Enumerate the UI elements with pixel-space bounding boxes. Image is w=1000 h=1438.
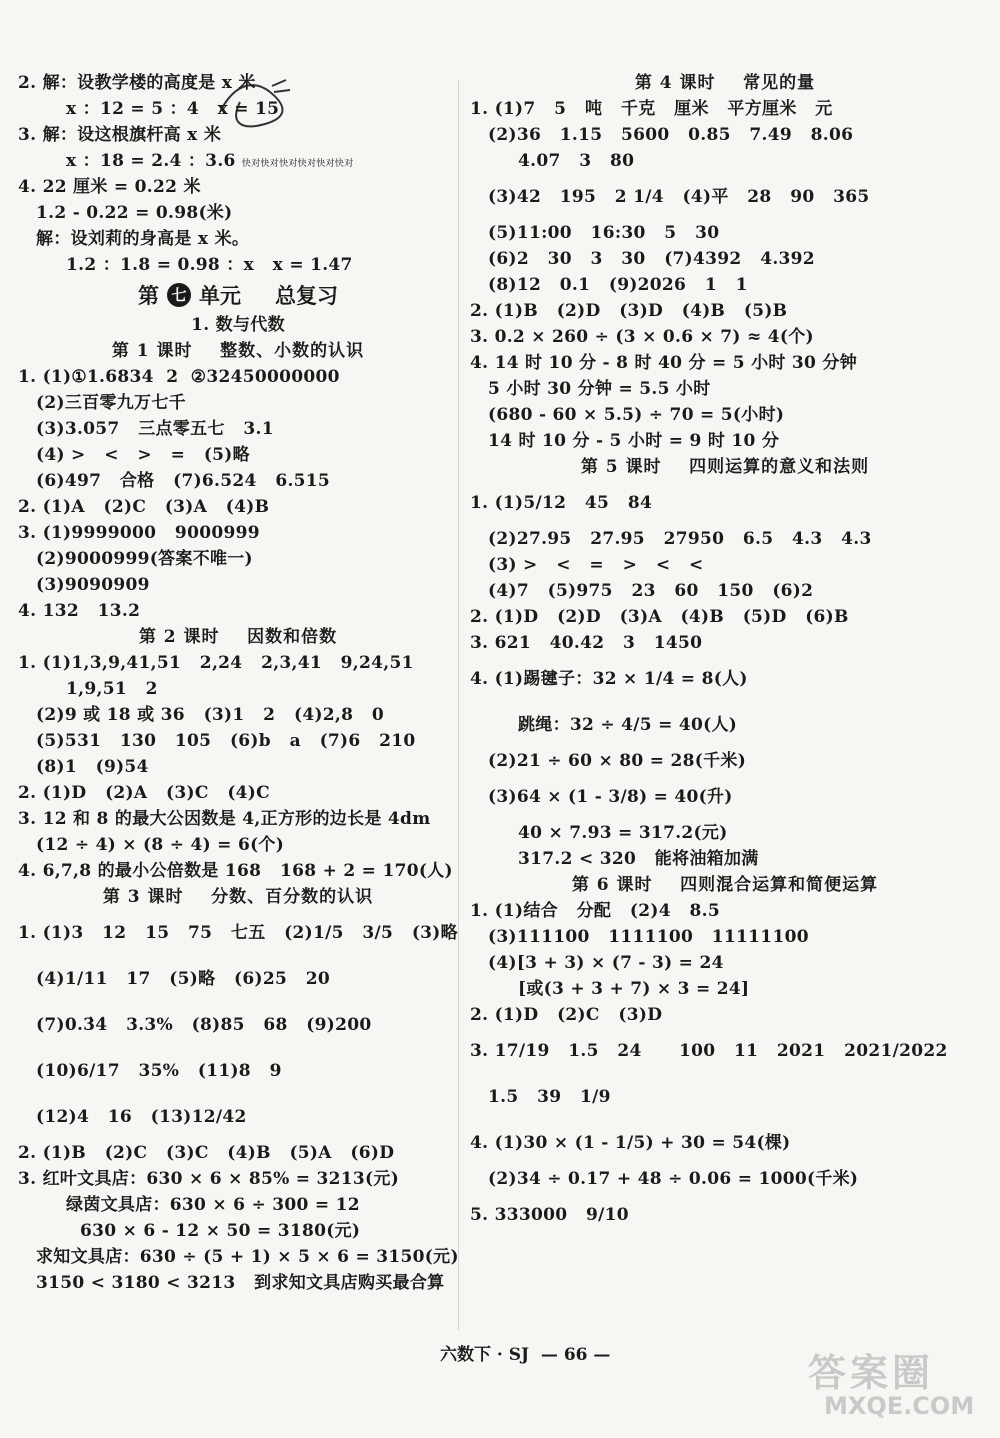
answer-line: 1.2 - 0.22 = 0.98(米) xyxy=(36,203,233,223)
answer-line: 1. (1)结合 分配 (2)4 8.5 xyxy=(470,901,720,921)
column-divider xyxy=(458,80,459,1330)
answer-line: 1.5 39 1/9 xyxy=(488,1087,611,1107)
answer-line: 1. (1)1,3,9,41,51 2,24 2,3,41 9,24,51 xyxy=(18,653,414,673)
lesson-title: 第 5 课时 四则运算的意义和法则 xyxy=(580,457,870,477)
answer-line: (3)42 195 2 1/4 (4)平 28 90 365 xyxy=(488,187,870,207)
answer-line: (3)3.057 三点零五七 3.1 xyxy=(36,419,274,439)
answer-line: 3. 红叶文具店：630 × 6 × 85% = 3213(元) xyxy=(18,1169,400,1189)
answer-line: 4. 14 时 10 分 - 8 时 40 分 = 5 小时 30 分钟 xyxy=(470,353,857,373)
answer-line: (5)11:00 16:30 5 30 xyxy=(488,223,720,243)
answer-line: 3150 < 3180 < 3213 到求知文具店购买最合算 xyxy=(36,1273,445,1293)
answer-line: (8)1 (9)54 xyxy=(36,757,149,777)
answer-line: 解：设刘莉的身高是 x 米。 xyxy=(36,229,250,249)
unit-title xyxy=(18,278,458,312)
answer-line: 求知文具店：630 ÷ (5 + 1) × 5 × 6 = 3150(元) xyxy=(36,1247,459,1267)
answer-line: 2. (1)D (2)C (3)D xyxy=(470,1005,663,1025)
answer-line: x ：18 = 2.4 ：3.6 快对快对快对快对快对快对 xyxy=(66,151,354,171)
answer-line: 317.2 < 320 能将油箱加满 xyxy=(518,849,759,869)
watermark xyxy=(788,1342,988,1430)
section-title: 1. 数与代数 xyxy=(191,315,285,335)
answer-line: (2)27.95 27.95 27950 6.5 4.3 4.3 xyxy=(488,529,872,549)
answer-line: 14 时 10 分 - 5 小时 = 9 时 10 分 xyxy=(488,431,780,451)
answer-line: 4. (1)踢毽子：32 × 1/4 = 8(人) xyxy=(470,669,748,689)
answer-line: (4)7 (5)975 23 60 150 (6)2 xyxy=(488,581,814,601)
answer-line: 绿茵文具店：630 × 6 ÷ 300 = 12 xyxy=(66,1195,360,1215)
answer-line: 2. (1)D (2)A (3)C (4)C xyxy=(18,783,270,803)
answer-line: 3. 621 40.42 3 1450 xyxy=(470,633,703,653)
answer-line: 4. 22 厘米 = 0.22 米 xyxy=(18,177,201,197)
lesson-title: 第 2 课时 因数和倍数 xyxy=(138,627,338,647)
answer-line: (3)111100 1111100 11111100 xyxy=(488,927,809,947)
answer-line: 4. 6,7,8 的最小公倍数是 168 168 + 2 = 170(人) xyxy=(18,861,453,881)
answer-line: (2)36 1.15 5600 0.85 7.49 8.06 xyxy=(488,125,854,145)
answer-line: (3) > < = > < < xyxy=(488,555,704,575)
answer-line: 1. (1)7 5 吨 千克 厘米 平方厘米 元 xyxy=(470,99,833,119)
unit-prefix: 第 xyxy=(138,283,159,308)
watermark-en: MXQE.COM xyxy=(824,1392,975,1420)
answer-line: 3. 解：设这根旗杆高 x 米 xyxy=(18,125,222,145)
answer-line: 4. (1)30 × (1 - 1/5) + 30 = 54(棵) xyxy=(470,1133,791,1153)
answer-line: (2)9 或 18 或 36 (3)1 2 (4)2,8 0 xyxy=(36,705,385,725)
lesson-title: 第 3 课时 分数、百分数的认识 xyxy=(102,887,374,907)
answer-line: 1. (1)5/12 45 84 xyxy=(470,493,653,513)
answer-line: (2)9000999(答案不唯一) xyxy=(36,549,253,569)
answer-line: (10)6/17 35% (11)8 9 xyxy=(36,1061,282,1081)
page-footer: 六数下 · SJ — 66 — xyxy=(440,1345,611,1365)
answer-line: 3. 0.2 × 260 ÷ (3 × 0.6 × 7) ≈ 4(个) xyxy=(470,327,814,347)
answer-line: 5. 333000 9/10 xyxy=(470,1205,629,1225)
answer-line: 3. 12 和 8 的最大公因数是 4,正方形的边长是 4dm xyxy=(18,809,431,829)
answer-line: 2. (1)A (2)C (3)A (4)B xyxy=(18,497,270,517)
answer-line: 630 × 6 - 12 × 50 = 3180(元) xyxy=(80,1221,361,1241)
answer-line: x ：12 = 5 ：4 x = 15 xyxy=(66,99,280,119)
answer-line: (6)497 合格 (7)6.524 6.515 xyxy=(36,471,331,491)
answer-line: (680 - 60 × 5.5) ÷ 70 = 5(小时) xyxy=(488,405,785,425)
unit-suffix: 单元 xyxy=(199,283,241,308)
answer-line: 4. 132 13.2 xyxy=(18,601,141,621)
answer-line: 1. (1)①1.6834 2 ②32450000000 xyxy=(18,367,340,387)
answer-line: (8)12 0.1 (9)2026 1 1 xyxy=(488,275,748,295)
answer-line: (4)1/11 17 (5)略 (6)25 20 xyxy=(36,969,331,989)
answer-line: (2)21 ÷ 60 × 80 = 28(千米) xyxy=(488,751,747,771)
answer-line: 2. (1)D (2)D (3)A (4)B (5)D (6)B xyxy=(470,607,849,627)
answer-line: 1. (1)3 12 15 75 七五 (2)1/5 3/5 (3)略 xyxy=(18,923,458,943)
answer-line: 2. (1)B (2)C (3)C (4)B (5)A (6)D xyxy=(18,1143,395,1163)
unit-number-badge: 七 xyxy=(167,283,191,307)
answer-line: (12 ÷ 4) × (8 ÷ 4) = 6(个) xyxy=(36,835,285,855)
watermark-cn: 答案圈 xyxy=(808,1350,935,1395)
answer-line: (7)0.3̇4̇ 3.3% (8)85 68 (9)200 xyxy=(36,1015,372,1035)
lesson-title: 第 6 课时 四则混合运算和简便运算 xyxy=(571,875,879,895)
answer-line: (6)2 30 3 30 (7)4392 4.392 xyxy=(488,249,815,269)
answer-line: 1.2 ：1.8 = 0.98 ：x x = 1.47 xyxy=(66,255,353,275)
left-column xyxy=(18,70,458,1296)
answer-line: (5)531 130 105 (6)b a (7)6 210 xyxy=(36,731,416,751)
answer-line: 2. (1)B (2)D (3)D (4)B (5)B xyxy=(470,301,788,321)
answer-line: (3)64 × (1 - 3/8) = 40(升) xyxy=(488,787,733,807)
answer-line: (2)34 ÷ 0.17 + 48 ÷ 0.06 = 1000(千米) xyxy=(488,1169,859,1189)
answer-line: (2)三百零九万七千 xyxy=(36,393,186,413)
answer-line: (4)[3 + 3) × (7 - 3) = 24 xyxy=(488,953,724,973)
handwritten-note: 快对快对快对快对快对快对 xyxy=(241,159,354,169)
answer-line: 4.07 3 80 xyxy=(518,151,635,171)
answer-line: (12)4 16 (13)12/42 xyxy=(36,1107,247,1127)
right-column xyxy=(470,70,980,1238)
answer-line: (3)9090909 xyxy=(36,575,150,595)
answer-line: 40 × 7.93 = 317.2(元) xyxy=(518,823,728,843)
unit-name: 总复习 xyxy=(275,283,338,308)
lesson-title: 第 4 课时 常见的量 xyxy=(634,73,816,93)
answer-line: 3. 17/19 1.5 24 100 11 2021 2021/2022 xyxy=(470,1041,948,1061)
lesson-title: 第 1 课时 整数、小数的认识 xyxy=(111,341,365,361)
answer-line: 跳绳：32 ÷ 4/5 = 40(人) xyxy=(518,715,738,735)
answer-line: 5 小时 30 分钟 = 5.5 小时 xyxy=(488,379,711,399)
answer-line: (4) > < > = (5)略 xyxy=(36,445,250,465)
answer-line: 3. (1)9999000 9000999 xyxy=(18,523,260,543)
answer-line: 1,9,51 2 xyxy=(66,679,158,699)
answer-line: 2. 解：设教学楼的高度是 x 米 xyxy=(18,73,256,93)
answer-line: [或(3 + 3 + 7) × 3 = 24] xyxy=(518,979,750,999)
